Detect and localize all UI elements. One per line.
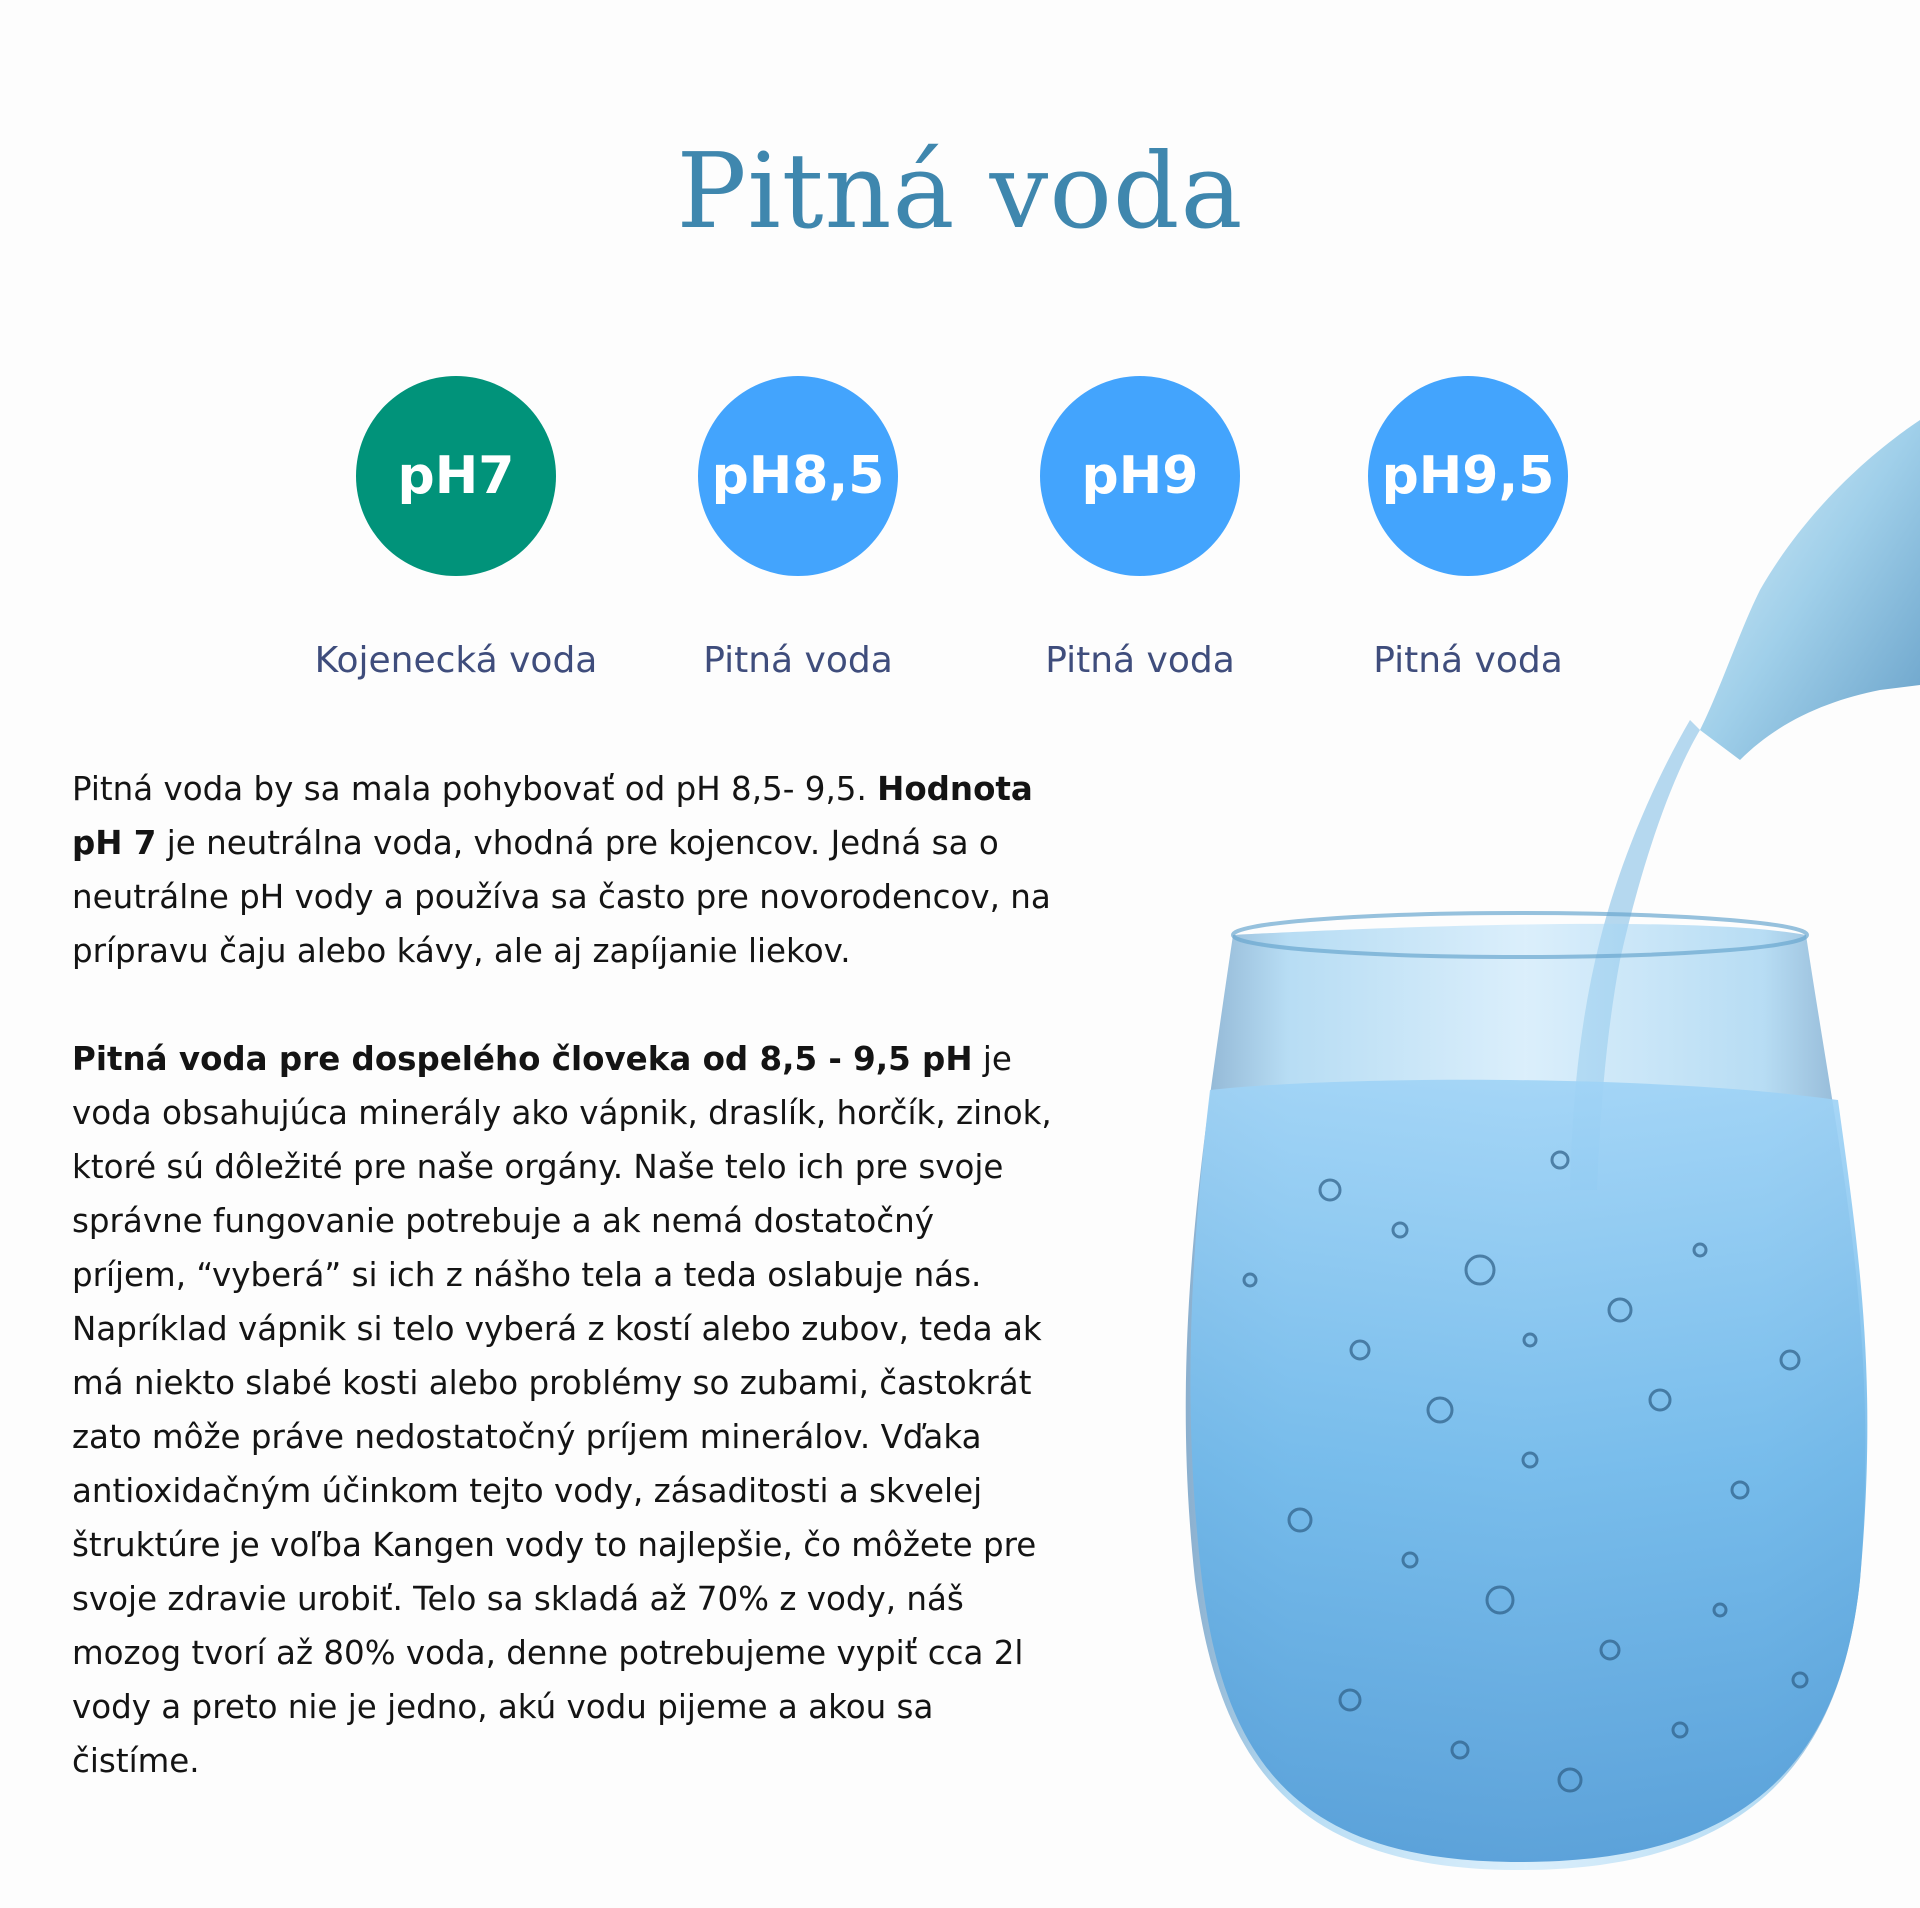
ph-label-pitna-1: Pitná voda — [703, 640, 893, 681]
article-body — [72, 762, 1052, 1788]
water-glass-image — [1100, 400, 1920, 1890]
paragraph-ph7-rest: je neutrálna voda, vhodná pre kojencov. Jedná sa o neutrálne pH vody a používa sa často pre novorodencov, na prípravu čaju alebo kávy, ale aj zapíjanie liekov. — [72, 824, 1051, 970]
ph-badge-8-5: pH8,5 — [698, 376, 898, 576]
ph-badge-9: pH9 — [1040, 376, 1240, 576]
page-title: Pitná voda — [676, 130, 1244, 252]
paragraph-ph7-intro: Pitná voda by sa mala pohybovať od pH 8,5- 9,5. — [72, 770, 878, 808]
ph-label-kojenecka: Kojenecká voda — [314, 640, 598, 681]
ph-badge-7: pH7 — [356, 376, 556, 576]
paragraph-adult-rest: je voda obsahujúca minerály ako vápnik, draslík, horčík, zinok, ktoré sú dôležité pre naše orgány. Naše telo ich pre svoje správne fungovanie potrebuje a ak nemá dostatočný príjem, “vyberá” si ich z nášho tela a teda oslabuje nás. Napríklad vápnik si telo vyberá z kostí alebo zubov, teda ak má niekto slabé kosti alebo problémy so zubami, častokrát zato môže práve nedostatočný príjem minerálov. Vďaka antioxidačným účinkom tejto vody, zásaditosti a skvelej štruktúre je voľba Kangen vody to najlepšie, čo môžete pre svoje zdravie urobiť. Telo sa skladá až 70% z vody, náš mozog tvorí až 80% voda, denne potrebujeme vypiť cca 2l vody a preto nie je jedno, akú vodu pijeme a akou sa čistíme. — [72, 1040, 1052, 1780]
paragraph-adult-bold: Pitná voda pre dospelého človeka od 8,5 - 9,5 pH — [72, 1040, 973, 1078]
ph-label-pitna-3: Pitná voda — [1373, 640, 1563, 681]
ph-badge-9-5: pH9,5 — [1368, 376, 1568, 576]
paragraph-adult-water — [72, 1032, 1052, 1788]
paragraph-ph7 — [72, 762, 1052, 978]
ph-label-pitna-2: Pitná voda — [1045, 640, 1235, 681]
paragraph-ph7-bold: Hodnota pH 7 — [72, 770, 1033, 862]
